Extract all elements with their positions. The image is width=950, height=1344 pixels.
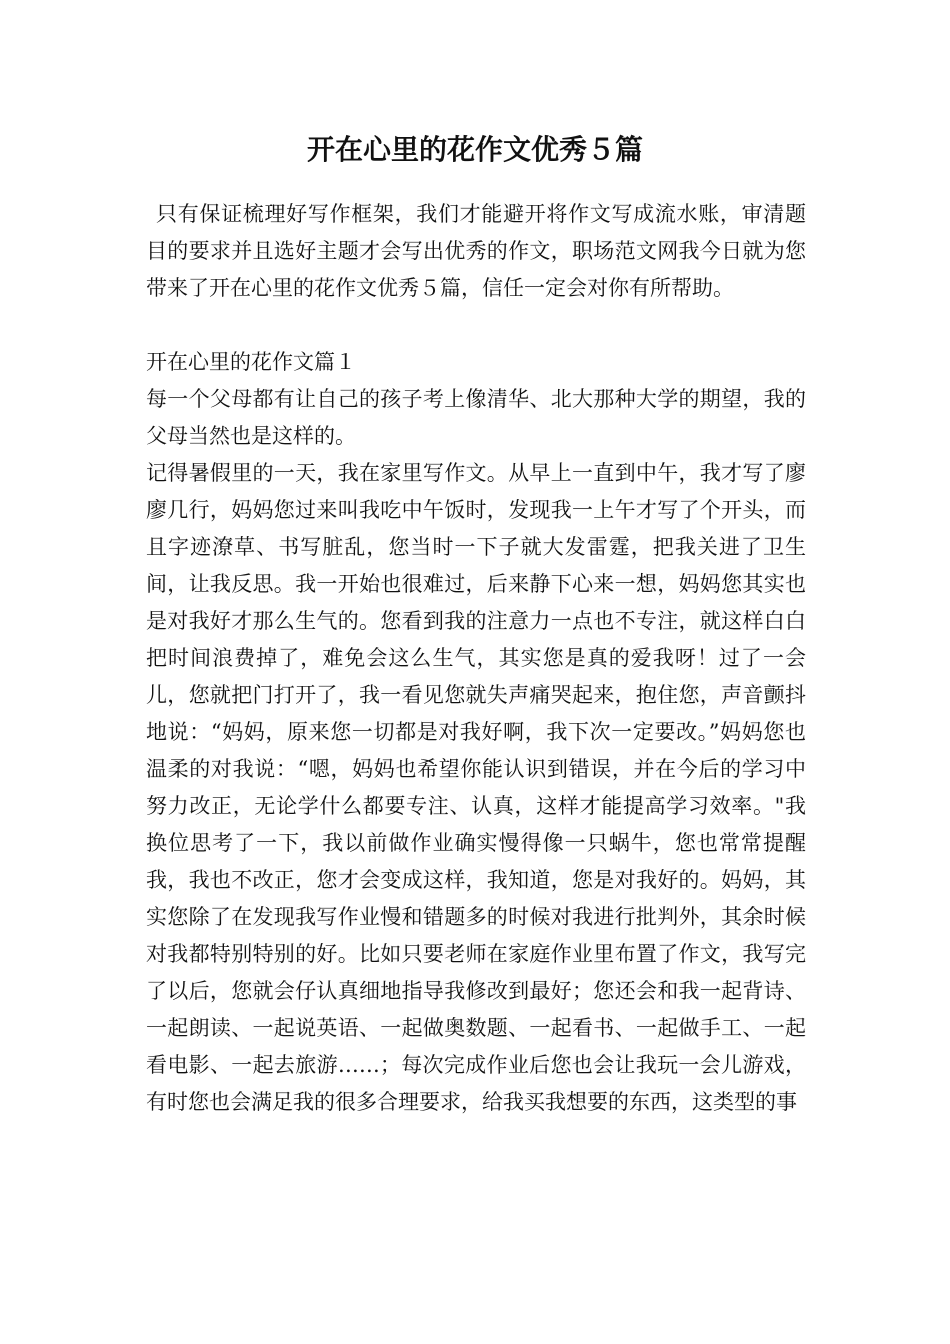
- document-title: 开在心里的花作文优秀５篇: [306, 133, 643, 166]
- intro-paragraph: 只有保证梳理好写作框架，我们才能避开将作文写成流水账，审清题目的要求并且选好主题才会写出优秀的作文，职场范文网我今日就为您带来了开在心里的花作文优秀５篇，信任一定会对你有所帮助。: [146, 202, 806, 300]
- document-body: [146, 196, 806, 1121]
- body-paragraph: 记得暑假里的一天，我在家里写作文。从早上一直到中午，我才写了廖廖几行，妈妈您过来叫我吃中午饭时，发现我一上午才写了个开头，而且字迹潦草、书写脏乱，您当时一下子就大发雷霆，把我关进了卫生间，让我反思。我一开始也很难过，后来静下心来一想，妈妈您其实也是对我好才那么生气的。您看到我的注意力一点也不专注，就这样白白把时间浪费掉了，难免会这么生气，其实您是真的爱我呀！过了一会儿，您就把门打开了，我一看见您就失声痛哭起来，抱住您，声音颤抖地说：“妈妈，原来您一切都是对我好啊，我下次一定要改。”妈妈您也温柔的对我说：“嗯，妈妈也希望你能认识到错误，并在今后的学习中努力改正，无论学什么都要专注、认真，这样才能提高学习效率。"我换位思考了一下，我以前做作业确实慢得像一只蜗牛，您也常常提醒我，我也不改正，您才会变成这样，我知道，您是对我好的。妈妈，其实您除了在发现我写作业慢和错题多的时候对我进行批判外，其余时候对我都特别特别的好。比如只要老师在家庭作业里布置了作文，我写完了以后，您就会仔认真细地指导我修改到最好；您还会和我一起背诗、一起朗读、一起说英语、一起做奥数题、一起看书、一起做手工、一起看电影、一起去旅游……；每次完成作业后您也会让我玩一会儿游戏，有时您也会满足我的很多合理要求，给我买我想要的东西，这类型的事: [146, 461, 806, 1114]
- paragraph-spacer: [146, 307, 806, 344]
- section-heading: 开在心里的花作文篇１: [146, 350, 356, 374]
- body-paragraph: 每一个父母都有让自己的孩子考上像清华、北大那种大学的期望，我的父母当然也是这样的。: [146, 387, 806, 448]
